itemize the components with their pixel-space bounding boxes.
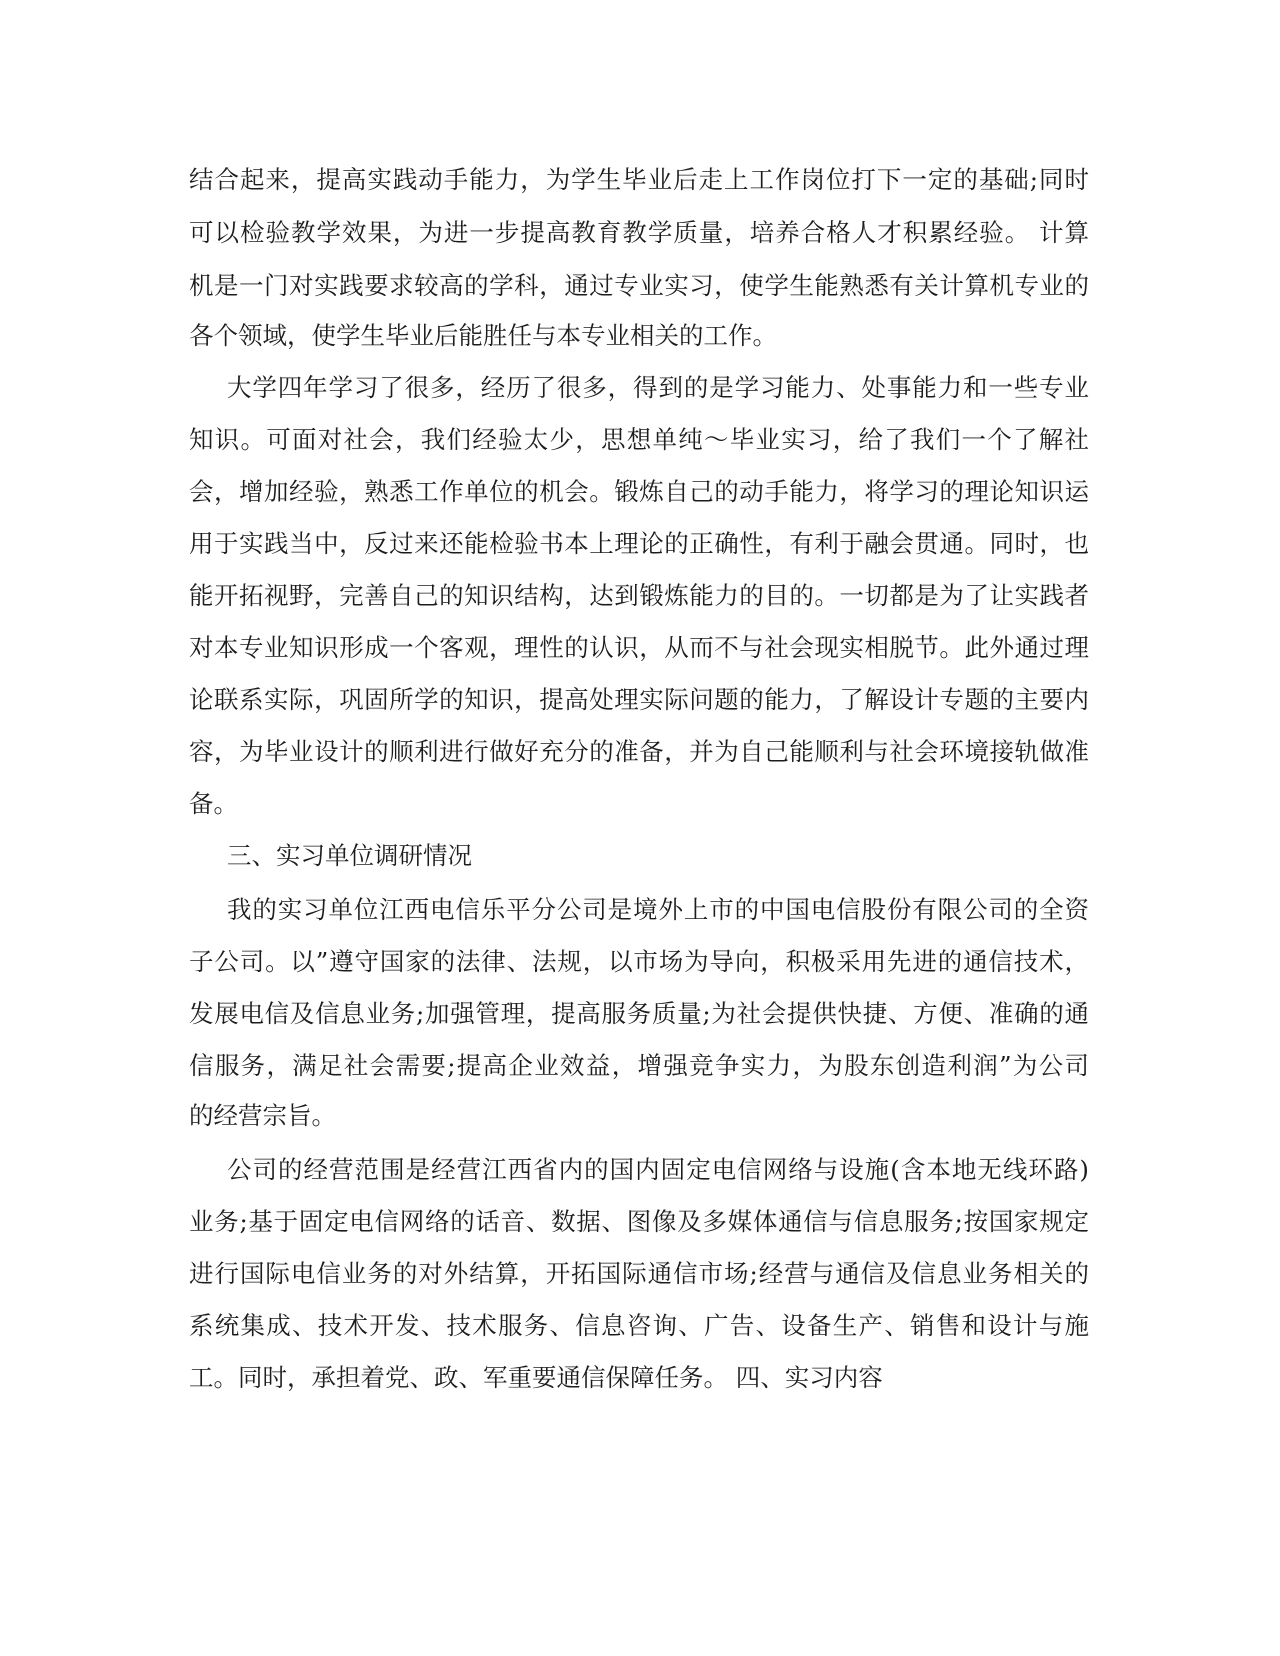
text-line: 机是一门对实践要求较高的学科，通过专业实习，使学生能熟悉有关计算机专业的 <box>189 271 1089 300</box>
text-line: 各个领域，使学生毕业后能胜任与本专业相关的工作。 <box>189 321 777 350</box>
text-line: 进行国际电信业务的对外结算，开拓国际通信市场;经营与通信及信息业务相关的 <box>189 1259 1089 1288</box>
text-line: 系统集成、技术开发、技术服务、信息咨询、广告、设备生产、销售和设计与施 <box>189 1311 1089 1340</box>
text-line: 知识。可面对社会，我们经验太少，思想单纯～毕业实习，给了我们一个了解社 <box>189 425 1089 454</box>
text-line: 发展电信及信息业务;加强管理，提高服务质量;为社会提供快捷、方便、准确的通 <box>189 999 1089 1028</box>
text-line: 子公司。以”遵守国家的法律、法规，以市场为导向，积极采用先进的通信技术， <box>189 947 1089 976</box>
section-heading: 三、实习单位调研情况 <box>227 841 472 870</box>
text-line: 会，增加经验，熟悉工作单位的机会。锻炼自己的动手能力，将学习的理论知识运 <box>189 477 1089 506</box>
text-line: 论联系实际，巩固所学的知识，提高处理实际问题的能力，了解设计专题的主要内 <box>189 685 1089 714</box>
text-line: 备。 <box>189 789 238 818</box>
text-line: 结合起来，提高实践动手能力，为学生毕业后走上工作岗位打下一定的基础;同时 <box>189 165 1089 194</box>
text-line: 业务;基于固定电信网络的话音、数据、图像及多媒体通信与信息服务;按国家规定 <box>189 1207 1089 1236</box>
text-line: 大学四年学习了很多，经历了很多，得到的是学习能力、处事能力和一些专业 <box>227 373 1089 402</box>
text-line: 信服务，满足社会需要;提高企业效益，增强竞争实力，为股东创造利润”为公司 <box>189 1051 1089 1080</box>
text-line: 对本专业知识形成一个客观，理性的认识，从而不与社会现实相脱节。此外通过理 <box>189 633 1089 662</box>
text-line: 可以检验教学效果，为进一步提高教育教学质量，培养合格人才积累经验。 计算 <box>189 218 1089 247</box>
text-line: 我的实习单位江西电信乐平分公司是境外上市的中国电信股份有限公司的全资 <box>227 895 1089 924</box>
text-line: 能开拓视野，完善自己的知识结构，达到锻炼能力的目的。一切都是为了让实践者 <box>189 581 1089 610</box>
text-line: 用于实践当中，反过来还能检验书本上理论的正确性，有利于融会贯通。同时，也 <box>189 529 1089 558</box>
text-line: 工。同时，承担着党、政、军重要通信保障任务。 四、实习内容 <box>189 1363 883 1392</box>
text-line: 的经营宗旨。 <box>189 1101 336 1130</box>
text-line: 容，为毕业设计的顺利进行做好充分的准备，并为自己能顺利与社会环境接轨做准 <box>189 737 1089 766</box>
text-line: 公司的经营范围是经营江西省内的国内固定电信网络与设施(含本地无线环路) <box>227 1155 1089 1184</box>
